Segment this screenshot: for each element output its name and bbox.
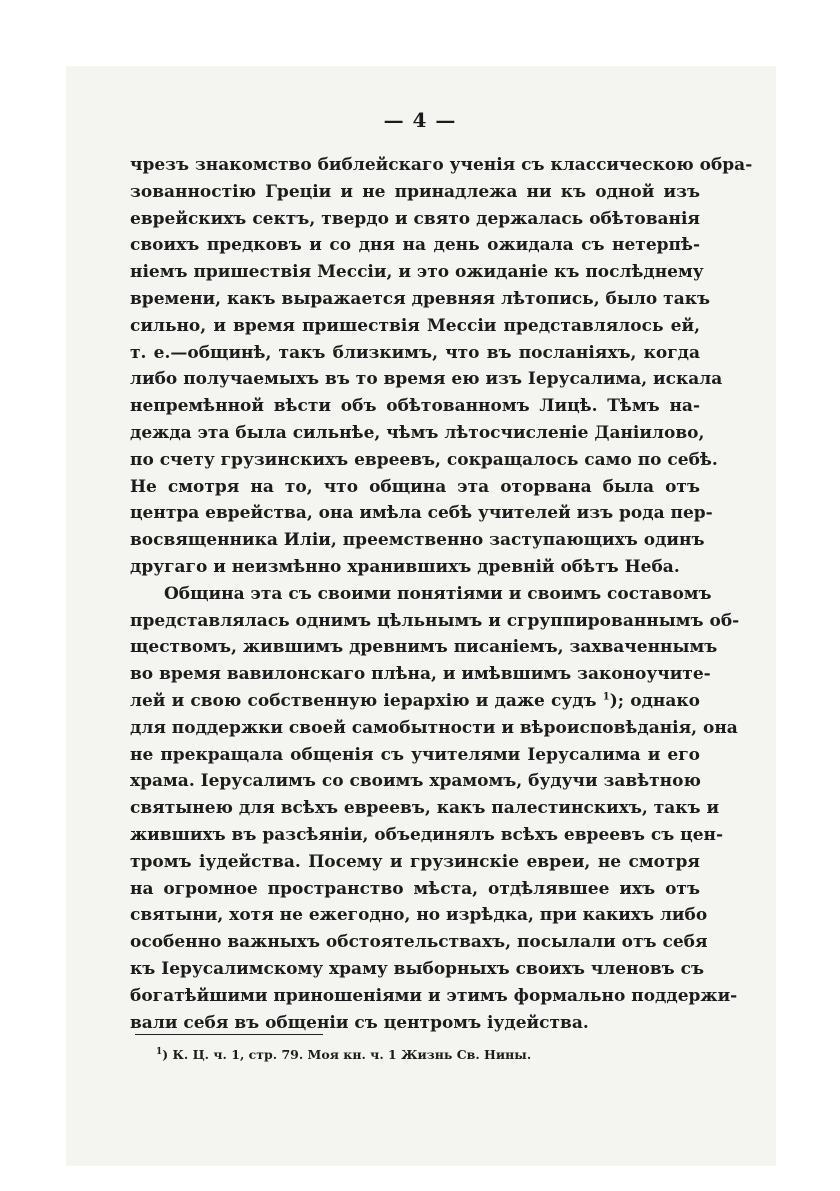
text-line: либо получаемыхъ въ то время ею изъ Іерусалима, искала bbox=[130, 369, 723, 390]
text-line: храма. Іерусалимъ со своимъ храмомъ, будучи завѣтною bbox=[130, 771, 701, 792]
text-line: центра еврейства, она имѣла себѣ учителей изъ рода пер- bbox=[130, 503, 713, 524]
text-line: святынею для всѣхъ евреевъ, какъ палестинскихъ, такъ и bbox=[130, 798, 720, 819]
body-text bbox=[130, 152, 753, 1036]
text-line: по счету грузинскихъ евреевъ, сокращалось само по себѣ. bbox=[130, 449, 718, 470]
text-line: богатѣйшими приношеніями и этимъ формально поддержи- bbox=[130, 985, 738, 1006]
text-line-with-footnote bbox=[130, 688, 700, 715]
text-line: Община эта съ своими понятіями и своимъ составомъ bbox=[164, 583, 712, 604]
text-line: на огромное пространство мѣста, отдѣлявшее ихъ отъ bbox=[130, 878, 700, 899]
text-line: во время вавилонскаго плѣна, и имѣвшимъ законоучите- bbox=[130, 664, 711, 685]
text-line: т. е.—общинѣ, такъ близкимъ, что въ посланіяхъ, когда bbox=[130, 342, 700, 363]
footnote-divider bbox=[135, 1034, 323, 1035]
text-line: чрезъ знакомство библейскаго ученія съ классическою обра- bbox=[130, 155, 753, 175]
text-line: сильно, и время пришествія Мессіи представлялось ей, bbox=[130, 315, 700, 336]
page-number: — 4 — bbox=[383, 108, 457, 132]
text-fragment: лей и свою собственную іерархію и даже судъ bbox=[130, 690, 603, 711]
text-line: времени, какъ выражается древняя лѣтопись, было такъ bbox=[130, 288, 711, 309]
text-line: восвященника Иліи, преемственно заступающихъ одинъ bbox=[130, 530, 705, 551]
text-line: жившихъ въ разсѣяніи, объединялъ всѣхъ евреевъ съ цен- bbox=[130, 824, 724, 845]
footnote-reference: 1 bbox=[602, 691, 610, 703]
text-line: вали себя въ общеніи съ центромъ іудейства. bbox=[130, 1012, 589, 1033]
text-line: не прекращала общенія съ учителями Іерусалима и его bbox=[130, 744, 700, 765]
text-line: особенно важныхъ обстоятельствахъ, посылали отъ себя bbox=[130, 932, 708, 953]
text-line: ніемъ пришествія Мессіи, и это ожиданіе къ послѣднему bbox=[130, 262, 704, 283]
text-line: ществомъ, жившимъ древнимъ писаніемъ, захваченнымъ bbox=[130, 637, 718, 658]
text-line: къ Іерусалимскому храму выборныхъ своихъ членовъ съ bbox=[130, 958, 705, 979]
text-line: для поддержки своей самобытности и вѣроисповѣданія, она bbox=[130, 717, 738, 738]
text-line: дежда эта была сильнѣе, чѣмъ лѣтосчисленіе Даніилово, bbox=[130, 422, 705, 443]
text-line: Не смотря на то, что община эта оторвана была отъ bbox=[130, 476, 700, 497]
footnote-text: ) К. Ц. ч. 1, стр. 79. Моя кн. ч. 1 Жизнь Св. Нины. bbox=[162, 1047, 532, 1062]
text-line: святыни, хотя не ежегодно, но изрѣдка, при какихъ либо bbox=[130, 905, 708, 926]
footnote bbox=[156, 1047, 531, 1062]
text-line: представлялась однимъ цѣльнымъ и сгруппированнымъ об- bbox=[130, 610, 740, 631]
text-line: еврейскихъ сектъ, твердо и свято держалась обѣтованія bbox=[130, 208, 700, 229]
text-line: непремѣнной вѣсти объ обѣтованномъ Лицѣ. Тѣмъ на- bbox=[130, 396, 700, 417]
text-line: своихъ предковъ и со дня на день ожидала съ нетерпѣ- bbox=[130, 235, 700, 256]
text-line: тромъ іудейства. Посему и грузинскіе евреи, не смотря bbox=[130, 851, 700, 872]
text-fragment: ); однако bbox=[609, 690, 701, 711]
text-line: зованностію Греціи и не принадлежа ни къ одной изъ bbox=[130, 181, 700, 202]
footnote-marker: 1 bbox=[156, 1046, 163, 1057]
text-line: другаго и неизмѣнно хранившихъ древній обѣтъ Неба. bbox=[130, 556, 680, 577]
